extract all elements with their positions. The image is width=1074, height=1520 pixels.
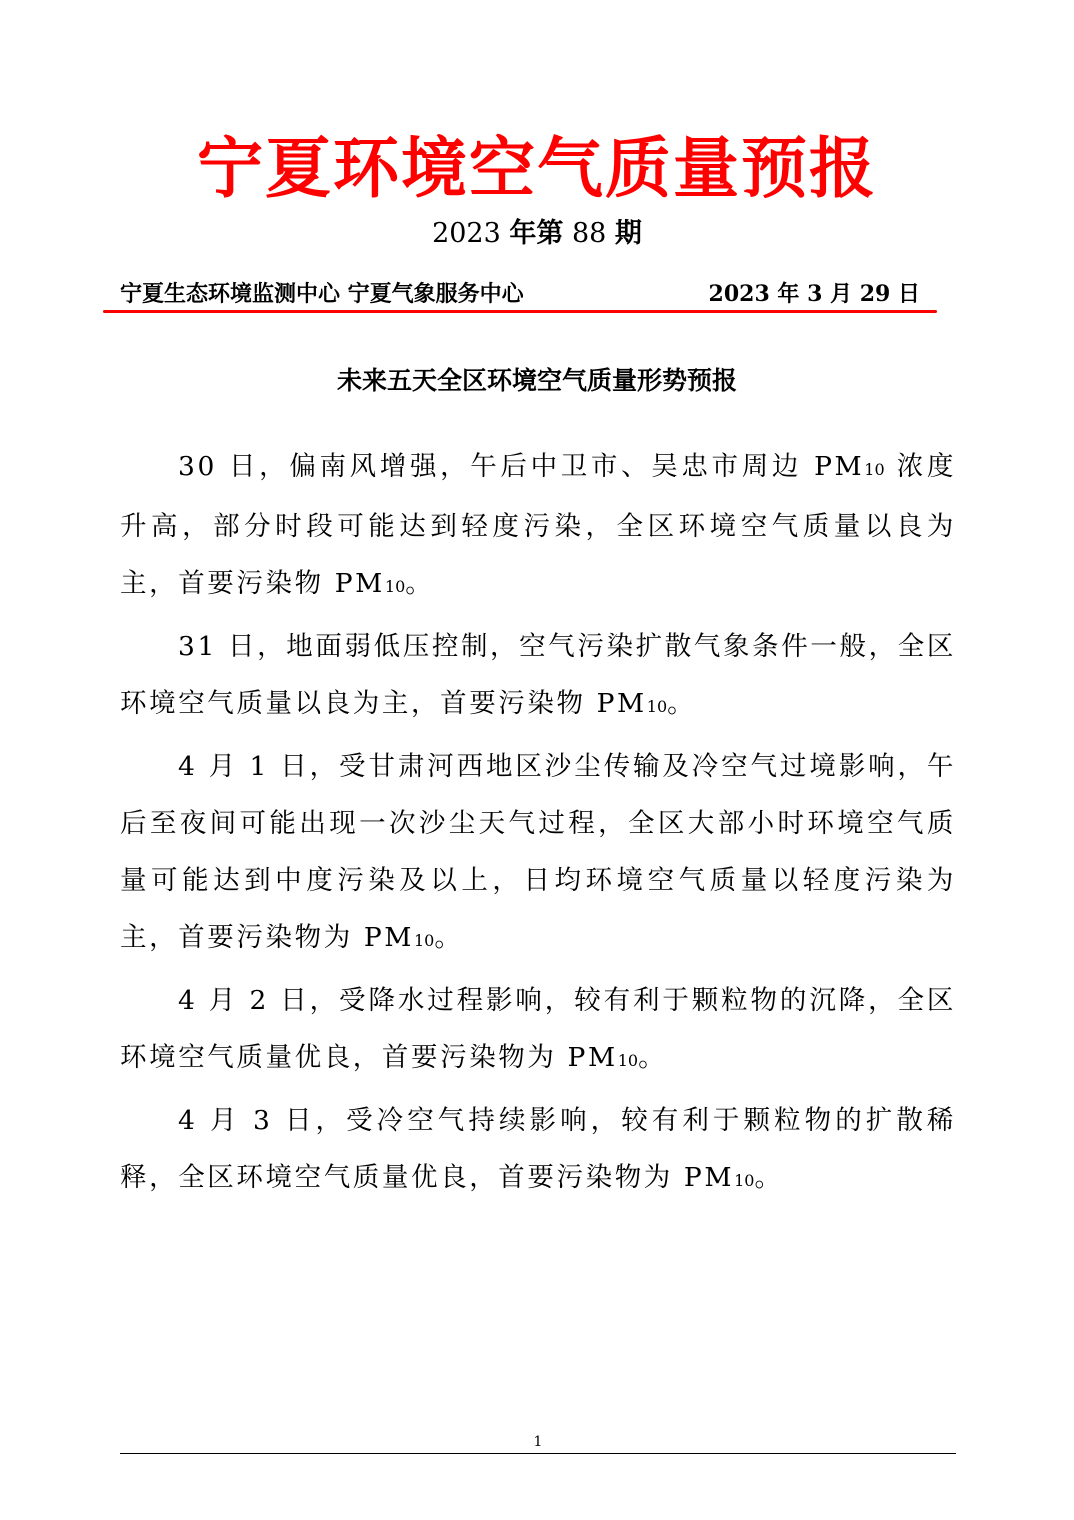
- subscript-10: 10: [414, 931, 435, 950]
- subscript-10: 10: [734, 1171, 755, 1190]
- forecast-paragraph-april-2: [120, 972, 956, 1089]
- section-title: 未来五天全区环境空气质量形势预报: [336, 366, 737, 395]
- subscript-10: 10: [617, 1051, 639, 1070]
- footer-rule: [120, 1453, 956, 1454]
- publisher-row: [120, 276, 930, 312]
- paragraph-end: 。: [667, 688, 697, 719]
- subscript-10: 10: [646, 697, 668, 716]
- issue-year-unit: 年第: [509, 218, 564, 249]
- forecast-paragraph-april-3: [120, 1092, 956, 1209]
- paragraph-end: 。: [754, 1162, 784, 1193]
- forecast-paragraph-day-31: [120, 618, 956, 735]
- subscript-10: 10: [384, 577, 406, 596]
- issue-date: 2023 年 3 月 29 日: [708, 281, 920, 307]
- masthead-title: 宁夏环境空气质量预报: [197, 129, 877, 207]
- issue-year: 2023: [432, 218, 501, 249]
- red-header-rule: [103, 310, 937, 313]
- forecast-paragraph-day-30: [120, 438, 956, 615]
- forecast-paragraph-april-1: [120, 738, 956, 969]
- issue-line: [0, 214, 1074, 254]
- forecast-body: [120, 438, 956, 1212]
- paragraph-end: 。: [638, 1042, 668, 1073]
- issue-number: 88: [571, 218, 607, 249]
- subscript-10: 10: [864, 460, 885, 479]
- paragraph-text: 4 月 1 日，受甘肃河西地区沙尘传输及冷空气过境影响，午后至夜间可能出现一次沙尘天气过程，全区大部小时环境空气质量可能达到中度污染及以上，日均环境空气质量以轻度污染为主，首要污染物为 PM: [120, 751, 956, 953]
- issue-number-unit: 期: [614, 218, 642, 249]
- paragraph-end: 。: [434, 922, 464, 953]
- page-number: 1: [533, 1434, 543, 1450]
- paragraph-text: 4 月 3 日，受冷空气持续影响，较有利于颗粒物的扩散稀释，全区环境空气质量优良，首要污染物为 PM: [120, 1105, 956, 1193]
- paragraph-text: 4 月 2 日，受降水过程影响，较有利于颗粒物的沉降，全区环境空气质量优良，首要污染物为 PM: [120, 985, 956, 1073]
- paragraph-text: 浓度升高，部分时段可能达到轻度污染，全区环境空气质量以良为主，首要污染物 PM: [120, 451, 956, 599]
- paragraph-text: 30 日，偏南风增强，午后中卫市、吴忠市周边 PM: [178, 451, 865, 482]
- paragraph-end: 。: [405, 568, 435, 599]
- issuing-agencies: 宁夏生态环境监测中心 宁夏气象服务中心: [120, 281, 524, 307]
- paragraph-text: 31 日，地面弱低压控制，空气污染扩散气象条件一般，全区环境空气质量以良为主，首要污染物 PM: [120, 631, 956, 719]
